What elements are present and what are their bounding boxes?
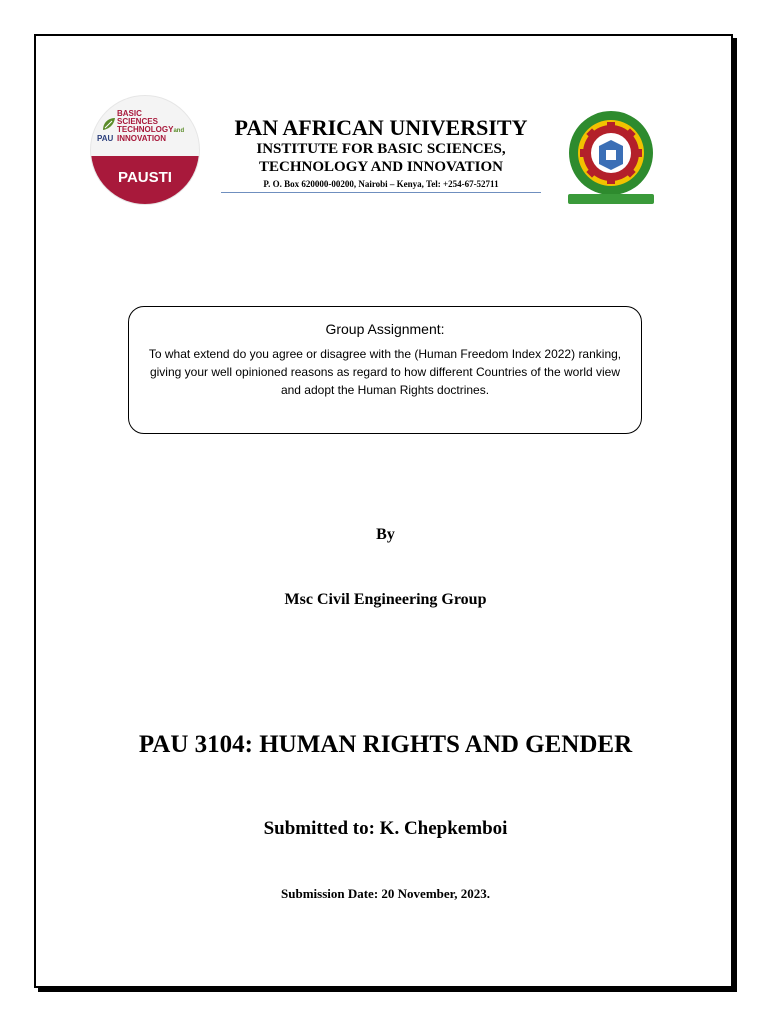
address-line: P. O. Box 620000-00200, Nairobi – Kenya, Tel: +254-67-52711 — [221, 178, 541, 193]
logo-line: SCIENCES — [117, 117, 158, 126]
logo-line: BASIC — [117, 109, 142, 118]
university-seal-icon — [566, 108, 656, 198]
letterhead — [221, 116, 541, 193]
course-title: PAU 3104: HUMAN RIGHTS AND GENDER — [138, 731, 633, 758]
university-name: PAN AFRICAN UNIVERSITY — [234, 115, 528, 140]
institute-line-2: TECHNOLOGY AND INNOVATION — [259, 159, 503, 175]
logo-text-lines — [117, 110, 197, 143]
institute-line-1: INSTITUTE FOR BASIC SCIENCES, — [256, 141, 506, 157]
assignment-question: To what extend do you agree or disagree with the (Human Freedom Index 2022) ranking, giving your well opinioned reasons as regard to how different Countries of the world view and adopt the Human Rights doctrines. — [148, 347, 622, 397]
assignment-title: Group Assignment: — [325, 321, 445, 337]
logo-name: PAUSTI — [118, 169, 172, 186]
logo-line-text: TECHNOLOGY — [117, 125, 174, 134]
assignment-box — [128, 306, 642, 434]
group-name: Msc Civil Engineering Group — [284, 591, 487, 608]
by-label: By — [376, 526, 395, 543]
logo-line: INNOVATION — [117, 134, 167, 143]
submission-date: Submission Date: 20 November, 2023. — [281, 886, 490, 901]
logo-and: and — [173, 128, 185, 134]
seal-banner — [568, 194, 654, 204]
submitted-to: Submitted to: K. Chepkemboi — [263, 818, 508, 839]
leaf-icon — [101, 116, 117, 132]
pausti-logo — [91, 96, 199, 204]
logo-pau: PAU — [97, 134, 114, 143]
document-page — [34, 34, 733, 988]
